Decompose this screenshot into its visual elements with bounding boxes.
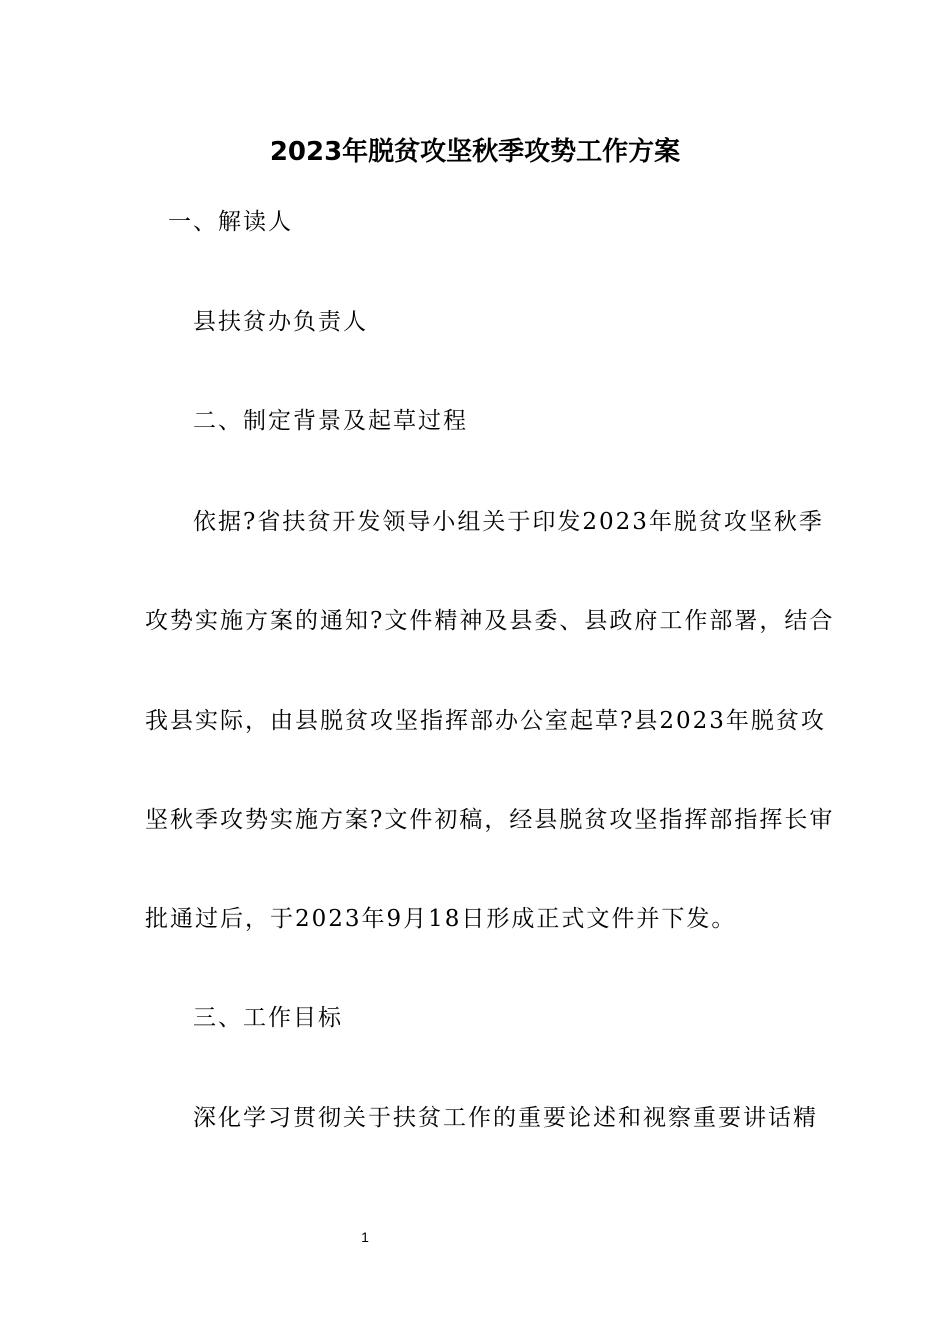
paragraph-line: 坚秋季攻势实施方案?文件初稿，经县脱贫攻坚指挥部指挥长审 (145, 807, 835, 833)
document-title: 2023年脱贫攻坚秋季攻势工作方案 (269, 137, 681, 167)
section-heading-interpreter: 一、解读人 (168, 209, 293, 235)
paragraph-line: 依据?省扶贫开发领导小组关于印发2023年脱贫攻坚秋季 (193, 509, 824, 535)
page-number: 1 (361, 1229, 369, 1245)
section-heading-background: 二、制定背景及起草过程 (193, 408, 468, 434)
paragraph-line: 攻势实施方案的通知?文件精神及县委、县政府工作部署，结合 (145, 608, 835, 634)
paragraph-line: 深化学习贯彻关于扶贫工作的重要论述和视察重要讲话精 (193, 1105, 818, 1131)
section-heading-goals: 三、工作目标 (193, 1005, 343, 1031)
paragraph-line: 批通过后，于2023年9月18日形成正式文件并下发。 (145, 906, 737, 932)
paragraph-line: 我县实际，由县脱贫攻坚指挥部办公室起草?县2023年脱贫攻 (145, 708, 826, 734)
paragraph-line: 县扶贫办负责人 (193, 309, 368, 335)
